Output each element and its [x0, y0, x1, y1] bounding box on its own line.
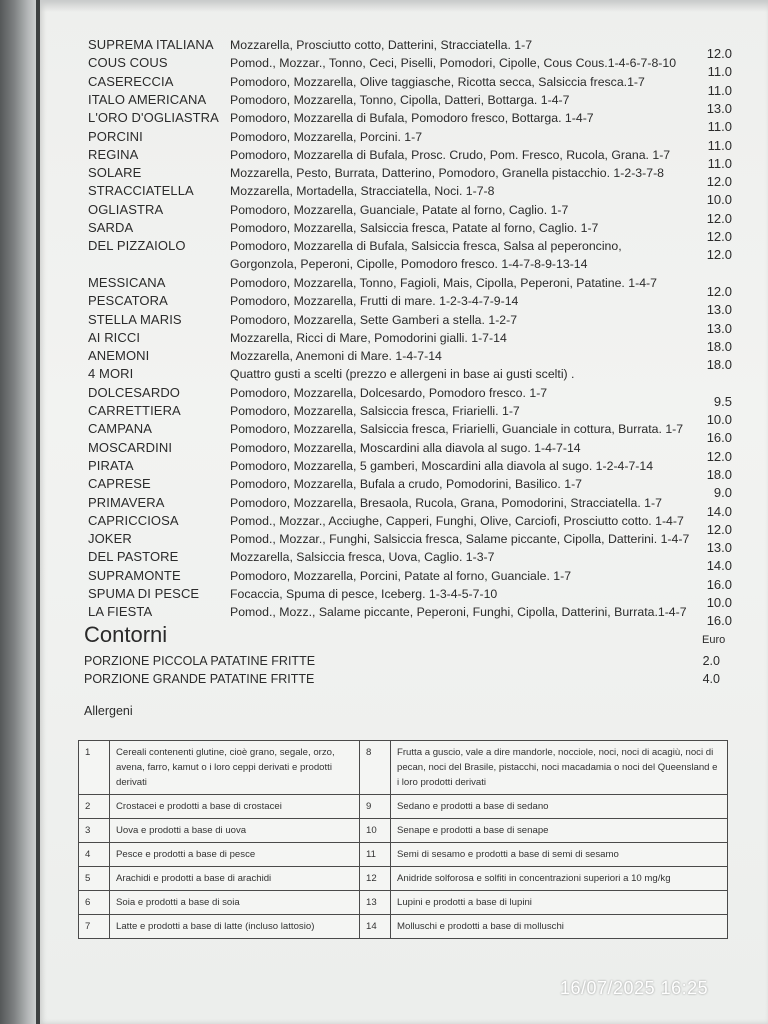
menu-item-price: 10.0 — [706, 412, 732, 427]
menu-item-name: OGLIASTRA — [88, 201, 164, 217]
menu-item-price: 13.0 — [706, 100, 732, 116]
menu-item-name: SPUMA DI PESCE — [88, 586, 200, 601]
menu-item-price: 18.0 — [706, 466, 732, 482]
menu-item-name: PRIMAVERA — [88, 494, 165, 510]
menu-item-name: SOLARE — [88, 165, 142, 181]
menu-item — [88, 237, 738, 272]
menu-item-ingredients: Pomodoro, Mozzarella, Tonno, Cipolla, Datteri, Bottarga. 1-4-7 — [230, 92, 570, 107]
menu-item — [88, 365, 738, 383]
menu-item-ingredients: Pomodoro, Mozzarella di Bufala, Pomodoro fresco, Bottarga. 1-4-7 — [230, 111, 594, 126]
menu-item-price: 9.5 — [713, 393, 732, 409]
menu-item-ingredients: Pomodoro, Mozzarella, Porcini, Patate al forno, Guanciale. 1-7 — [230, 568, 572, 583]
menu-item-name: AI RICCI — [88, 329, 141, 345]
menu-item-price: 11.0 — [707, 64, 732, 80]
menu-item — [88, 402, 738, 427]
allergen-row — [79, 915, 728, 939]
menu-item-ingredients: Pomodoro, Mozzarella, Frutti di mare. 1-2-3-4-7-9-14 — [230, 294, 519, 309]
allergen-description: Sedano e prodotti a base di sedano — [391, 795, 728, 819]
menu-item-price: 12.0 — [706, 521, 732, 537]
menu-item-price: 16.0 — [706, 576, 732, 592]
menu-item — [88, 73, 738, 98]
menu-item-name: COUS COUS — [88, 55, 168, 71]
menu-item-price: 12.0 — [706, 247, 732, 263]
menu-item-ingredients: Mozzarella, Ricci di Mare, Pomodorini gialli. 1-7-14 — [230, 330, 507, 345]
menu-item-name: CAPRESE — [88, 476, 151, 492]
menu-item-ingredients: Pomodoro, Mozzarella, Sette Gamberi a stella. 1-2-7 — [230, 312, 518, 327]
allergen-number: 3 — [79, 819, 110, 843]
allergens-table — [78, 740, 728, 939]
frame-left — [0, 0, 40, 1024]
allergen-number: 2 — [79, 795, 110, 819]
menu-item-price: 14.0 — [706, 558, 732, 574]
menu-item-ingredients: Mozzarella, Salsiccia fresca, Uova, Caglio. 1-3-7 — [230, 550, 495, 565]
menu-item — [88, 439, 738, 464]
menu-item — [88, 219, 738, 244]
allergen-description: Semi di sesamo e prodotti a base di semi di sesamo — [391, 843, 728, 867]
menu-item — [88, 512, 738, 537]
menu-item-name: DOLCESARDO — [88, 384, 181, 400]
menu-item-ingredients: Pomod., Mozzar., Funghi, Salsiccia fresca, Salame piccante, Cipolla, Datterini. 1-4-7 — [230, 532, 690, 547]
allergen-description: Crostacei e prodotti a base di crostacei — [110, 795, 360, 819]
menu-item — [88, 347, 738, 373]
allergen-number: 4 — [79, 843, 110, 867]
menu-item — [88, 54, 738, 80]
allergeni-title: Allergeni — [84, 704, 133, 718]
menu-item-ingredients: Pomodoro, Mozzarella di Bufala, Prosc. Crudo, Pom. Fresco, Rucola, Grana. 1-7 — [230, 147, 671, 162]
menu-item-price: 13.0 — [706, 320, 732, 336]
menu-item — [88, 384, 738, 409]
menu-item-price: 18.0 — [706, 338, 732, 354]
side-item-price: 2.0 — [702, 654, 720, 668]
menu-item — [88, 548, 738, 574]
menu-item — [88, 182, 738, 208]
menu-item-name: PORCINI — [88, 128, 143, 144]
menu-item — [88, 567, 738, 592]
menu-item — [88, 146, 738, 171]
menu-item-ingredients: Pomodoro, Mozzarella, 5 gamberi, Moscardini alla diavola al sugo. 1-2-4-7-14 — [230, 458, 654, 473]
allergen-description: Uova e prodotti a base di uova — [110, 819, 360, 843]
allergen-number: 10 — [360, 819, 391, 843]
menu-item — [88, 91, 738, 116]
menu-item-name: LA FIESTA — [88, 604, 153, 620]
menu-item-ingredients: Pomodoro, Mozzarella, Olive taggiasche, Ricotta secca, Salsiccia fresca.1-7 — [230, 74, 645, 89]
allergen-number: 5 — [79, 867, 110, 891]
menu-item-price: 10.0 — [706, 595, 732, 610]
menu-item-name: JOKER — [88, 531, 132, 547]
menu-item — [88, 494, 738, 519]
allergen-number: 11 — [360, 843, 391, 867]
allergen-description: Senape e prodotti a base di senape — [391, 819, 728, 843]
menu-item-name: STELLA MARIS — [88, 311, 182, 327]
menu-item-price: 13.0 — [706, 302, 732, 318]
menu-item-price: 11.0 — [707, 82, 732, 98]
allergen-number: 1 — [79, 741, 110, 795]
menu-item — [88, 329, 738, 354]
side-item-name: PORZIONE PICCOLA PATATINE FRITTE — [84, 654, 316, 668]
menu-item — [88, 311, 738, 336]
menu-item-ingredients: Pomodoro, Mozzarella, Salsiccia fresca, Friarielli, Guanciale in cottura, Burrata. 1-7 — [230, 422, 684, 437]
menu-item-ingredients: Pomod., Mozzar., Acciughe, Capperi, Funghi, Olive, Carciofi, Prosciutto cotto. 1-4-7 — [230, 513, 684, 528]
allergen-row — [79, 891, 728, 915]
menu-item-ingredients: Quattro gusti a scelti (prezzo e allergeni in base ai gusti scelti) . — [230, 367, 575, 382]
allergen-description: Frutta a guscio, vale a dire mandorle, nocciole, noci, noci di acagiù, noci di pecan, noci del Brasile, pistacchi, noci macadamia o noci del Queensland e i loro prodotti derivati — [391, 741, 728, 795]
currency-label: Euro — [702, 634, 726, 646]
menu-item-name: PESCATORA — [88, 293, 168, 309]
menu-item — [88, 530, 738, 556]
menu-item-ingredients: Focaccia, Spuma di pesce, Iceberg. 1-3-4-5-7-10 — [230, 587, 498, 601]
menu-item — [88, 585, 738, 610]
menu-item-price: 12.0 — [706, 210, 732, 226]
allergen-description: Lupini e prodotti a base di lupini — [391, 891, 728, 915]
menu-item — [88, 109, 738, 135]
allergen-number: 9 — [360, 795, 391, 819]
side-item-name: PORZIONE GRANDE PATATINE FRITTE — [84, 672, 315, 686]
menu-item — [88, 475, 738, 501]
menu-item-price: 14.0 — [706, 503, 732, 519]
menu-item-price: 10.0 — [706, 192, 732, 208]
allergen-number: 13 — [360, 891, 391, 915]
allergen-description: Latte e prodotti a base di latte (incluso lattosio) — [110, 915, 360, 939]
menu-item — [88, 201, 738, 226]
allergen-number: 7 — [79, 915, 110, 939]
menu-item-ingredients: Pomodoro, Mozzarella, Tonno, Fagioli, Mais, Cipolla, Peperoni, Patatine. 1-4-7 — [230, 275, 657, 290]
photo-timestamp: 16/07/2025 16:25 — [560, 978, 709, 998]
menu-item-price: 12.0 — [706, 229, 732, 244]
menu-item-ingredients: Pomodoro, Mozzarella, Guanciale, Patate al forno, Caglio. 1-7 — [230, 202, 569, 217]
menu-item-price: 12.0 — [706, 283, 732, 299]
menu-item — [88, 128, 738, 153]
allergen-description: Anidride solforosa e solfiti in concentrazioni superiori a 10 mg/kg — [391, 867, 728, 891]
menu-item-price: 12.0 — [706, 46, 732, 61]
menu-item-name: MESSICANA — [88, 274, 166, 290]
menu-item-price: 11.0 — [707, 119, 732, 135]
menu-item-ingredients: Mozzarella, Pesto, Burrata, Datterino, Pomodoro, Granella pistacchio. 1-2-3-7-8 — [230, 166, 665, 181]
menu-item — [88, 164, 738, 190]
side-item — [84, 652, 734, 670]
menu-item-price: 16.0 — [706, 430, 732, 446]
allergen-row — [79, 741, 728, 795]
menu-item-name: CAMPANA — [88, 421, 153, 437]
menu-item-ingredients: Pomodoro, Mozzarella, Salsiccia fresca, Patate al forno, Caglio. 1-7 — [230, 221, 599, 235]
allergen-number: 6 — [79, 891, 110, 915]
menu-item-ingredients: Pomodoro, Mozzarella, Bufala a crudo, Pomodorini, Basilico. 1-7 — [230, 477, 582, 492]
menu-item-name: DEL PASTORE — [88, 549, 179, 565]
menu-item-name: ANEMONI — [88, 348, 150, 364]
menu-item-name: SARDA — [88, 220, 134, 235]
allergen-number: 8 — [360, 741, 391, 795]
allergen-description: Arachidi e prodotti a base di arachidi — [110, 867, 360, 891]
menu-item-ingredients-cont: Gorgonzola, Peperoni, Cipolle, Pomodoro fresco. 1-4-7-8-9-13-14 — [230, 257, 588, 272]
menu-item-ingredients: Pomodoro, Mozzarella, Bresaola, Rucola, Grana, Pomodorini, Stracciatella. 1-7 — [230, 495, 662, 510]
menu-item-ingredients: Mozzarella, Anemoni di Mare. 1-4-7-14 — [230, 349, 442, 364]
side-item — [84, 670, 734, 688]
menu-item-ingredients: Pomodoro, Mozzarella, Salsiccia fresca, Friarielli. 1-7 — [230, 404, 520, 418]
allergen-description: Soia e prodotti a base di soia — [110, 891, 360, 915]
allergen-number: 12 — [360, 867, 391, 891]
menu-item — [88, 420, 738, 446]
menu-item-ingredients: Pomodoro, Mozzarella di Bufala, Salsiccia fresca, Salsa al peperoncino, — [230, 239, 622, 254]
top-shade — [40, 0, 768, 12]
menu-item-name: REGINA — [88, 146, 139, 162]
allergen-description: Molluschi e prodotti a base di molluschi — [391, 915, 728, 939]
menu-item — [88, 274, 738, 299]
menu-item-name: 4 MORI — [88, 366, 134, 382]
menu-item-price: 13.0 — [706, 540, 732, 556]
menu-item-price: 9.0 — [713, 485, 732, 501]
menu-item-name: STRACCIATELLA — [88, 183, 194, 199]
allergen-description: Pesce e prodotti a base di pesce — [110, 843, 360, 867]
menu-item-ingredients: Pomodoro, Mozzarella, Moscardini alla diavola al sugo. 1-4-7-14 — [230, 440, 581, 455]
menu-item-name: L'ORO D'OGLIASTRA — [88, 110, 219, 126]
allergen-number: 14 — [360, 915, 391, 939]
allergen-row — [79, 795, 728, 819]
allergen-row — [79, 867, 728, 891]
allergen-row — [79, 819, 728, 843]
menu-item-name: MOSCARDINI — [88, 439, 173, 455]
menu-item-name: CARRETTIERA — [88, 403, 181, 418]
allergen-description: Cereali contenenti glutine, cioè grano, segale, orzo, avena, farro, kamut o i loro ceppi derivati e prodotti derivati — [110, 741, 360, 795]
menu-item-price: 11.0 — [707, 137, 732, 153]
menu-item — [88, 36, 738, 61]
menu-item-price: 12.0 — [706, 448, 732, 464]
menu-item-price: 16.0 — [706, 613, 732, 629]
side-item-price: 4.0 — [702, 672, 720, 686]
menu-item — [88, 292, 738, 318]
menu-item-name: DEL PIZZAIOLO — [88, 238, 186, 254]
menu-item-name: PIRATA — [88, 457, 134, 473]
menu-item-price: 18.0 — [706, 357, 732, 373]
contorni-title: Contorni — [84, 622, 168, 647]
menu-item — [88, 603, 738, 629]
menu-item-name: CAPRICCIOSA — [88, 512, 179, 528]
menu-item-ingredients: Mozzarella, Prosciutto cotto, Datterini, Stracciatella. 1-7 — [230, 38, 533, 52]
menu-item-name: SUPREMA ITALIANA — [88, 37, 214, 52]
menu-item-name: SUPRAMONTE — [88, 567, 181, 583]
menu-item-ingredients: Pomodoro, Mozzarella, Porcini. 1-7 — [230, 129, 423, 144]
allergen-row — [79, 843, 728, 867]
menu-item — [88, 457, 738, 482]
menu-item-name: ITALO AMERICANA — [88, 91, 207, 107]
menu-item-price: 12.0 — [706, 174, 732, 190]
menu-item-ingredients: Pomodoro, Mozzarella, Dolcesardo, Pomodoro fresco. 1-7 — [230, 385, 548, 400]
menu-item-name: CASERECCIA — [88, 73, 174, 89]
menu-item-ingredients: Mozzarella, Mortadella, Stracciatella, Noci. 1-7-8 — [230, 184, 495, 199]
menu-item-ingredients: Pomod., Mozzar., Tonno, Ceci, Piselli, Pomodori, Cipolle, Cous Cous.1-4-6-7-8-10 — [230, 56, 677, 71]
menu-item-price: 11.0 — [707, 155, 732, 171]
menu-item-ingredients: Pomod., Mozz., Salame piccante, Peperoni, Funghi, Cipolla, Datterini, Burrata.1-4-7 — [230, 605, 687, 620]
